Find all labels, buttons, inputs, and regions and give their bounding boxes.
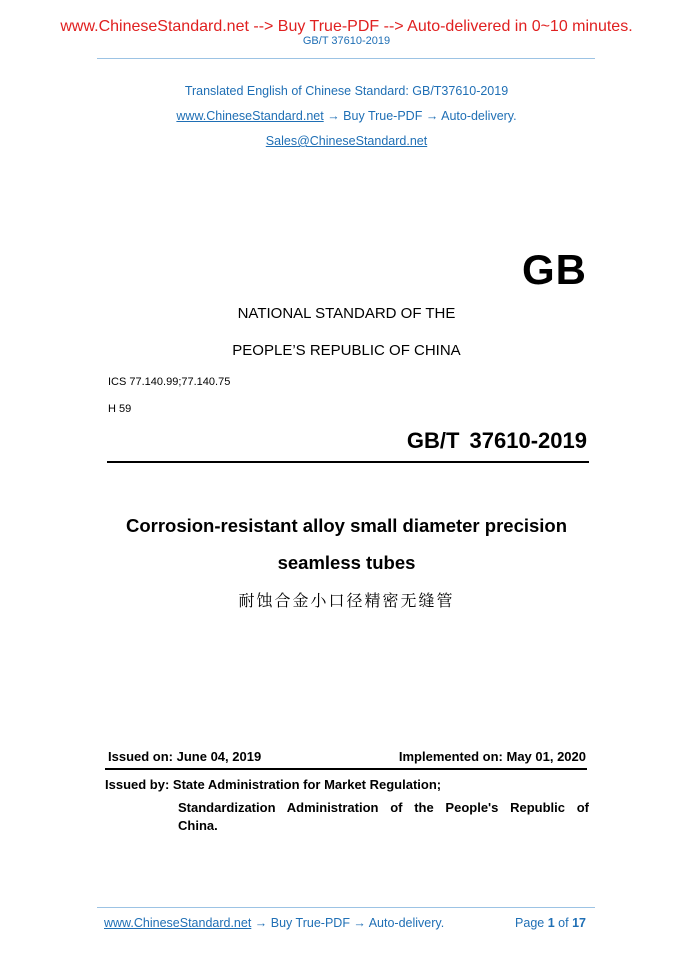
header-rule — [97, 58, 595, 59]
footer — [104, 916, 586, 930]
dates-rule — [105, 768, 587, 770]
promo-site-link[interactable]: www.ChineseStandard.net — [176, 109, 324, 123]
title-line-1: Corrosion-resistant alloy small diameter precision — [125, 515, 568, 536]
promo-email-link[interactable]: Sales@ChineseStandard.net — [265, 134, 428, 148]
running-head: GB/T 37610-2019 — [302, 35, 391, 47]
issued-by-line-3: China. — [178, 818, 218, 833]
implemented-date: Implemented on: May 01, 2020 — [398, 749, 586, 764]
promo-line-2-rest: → Buy True-PDF → Auto-delivery. — [327, 109, 517, 123]
page-label: Page — [515, 916, 545, 930]
ics-code: ICS 77.140.99;77.140.75 — [108, 376, 231, 388]
issued-by-line-2: Standardization Administration of the People's Republic of — [178, 800, 589, 815]
issued-date: Issued on: June 04, 2019 — [108, 749, 262, 764]
promo-line-1: Translated English of Chinese Standard: GB/T37610-2019 — [184, 84, 509, 98]
ccs-code: H 59 — [108, 403, 132, 415]
banner-link[interactable]: www.ChineseStandard.net --> Buy True-PDF --> Auto-delivered in 0~10 minutes. — [60, 18, 633, 35]
national-standard-line-2: PEOPLE’S REPUBLIC OF CHINA — [232, 342, 461, 359]
gb-logo: GB — [522, 246, 587, 293]
title-chinese: 耐蚀合金小口径精密无缝管 — [238, 591, 455, 610]
dates-row — [108, 749, 586, 764]
page-indicator — [515, 916, 586, 930]
national-standard-line-1: NATIONAL STANDARD OF THE — [237, 305, 456, 322]
title-line-2: seamless tubes — [277, 552, 416, 573]
page-number: 1 — [547, 916, 555, 930]
issued-by-line-1: Issued by: State Administration for Market Regulation; — [105, 777, 442, 792]
top-banner[interactable] — [0, 18, 693, 36]
footer-rule — [97, 907, 595, 908]
promo-line-2 — [0, 109, 693, 123]
standard-number-rule — [107, 461, 589, 463]
page-of-label: of — [558, 916, 569, 930]
footer-rest: → Buy True-PDF → Auto-delivery. — [254, 916, 445, 930]
footer-site-link[interactable]: www.ChineseStandard.net — [104, 916, 252, 930]
standard-number: GB/T 37610-2019 — [406, 428, 587, 453]
promo-line-3 — [0, 134, 693, 148]
page-total: 17 — [572, 916, 586, 930]
